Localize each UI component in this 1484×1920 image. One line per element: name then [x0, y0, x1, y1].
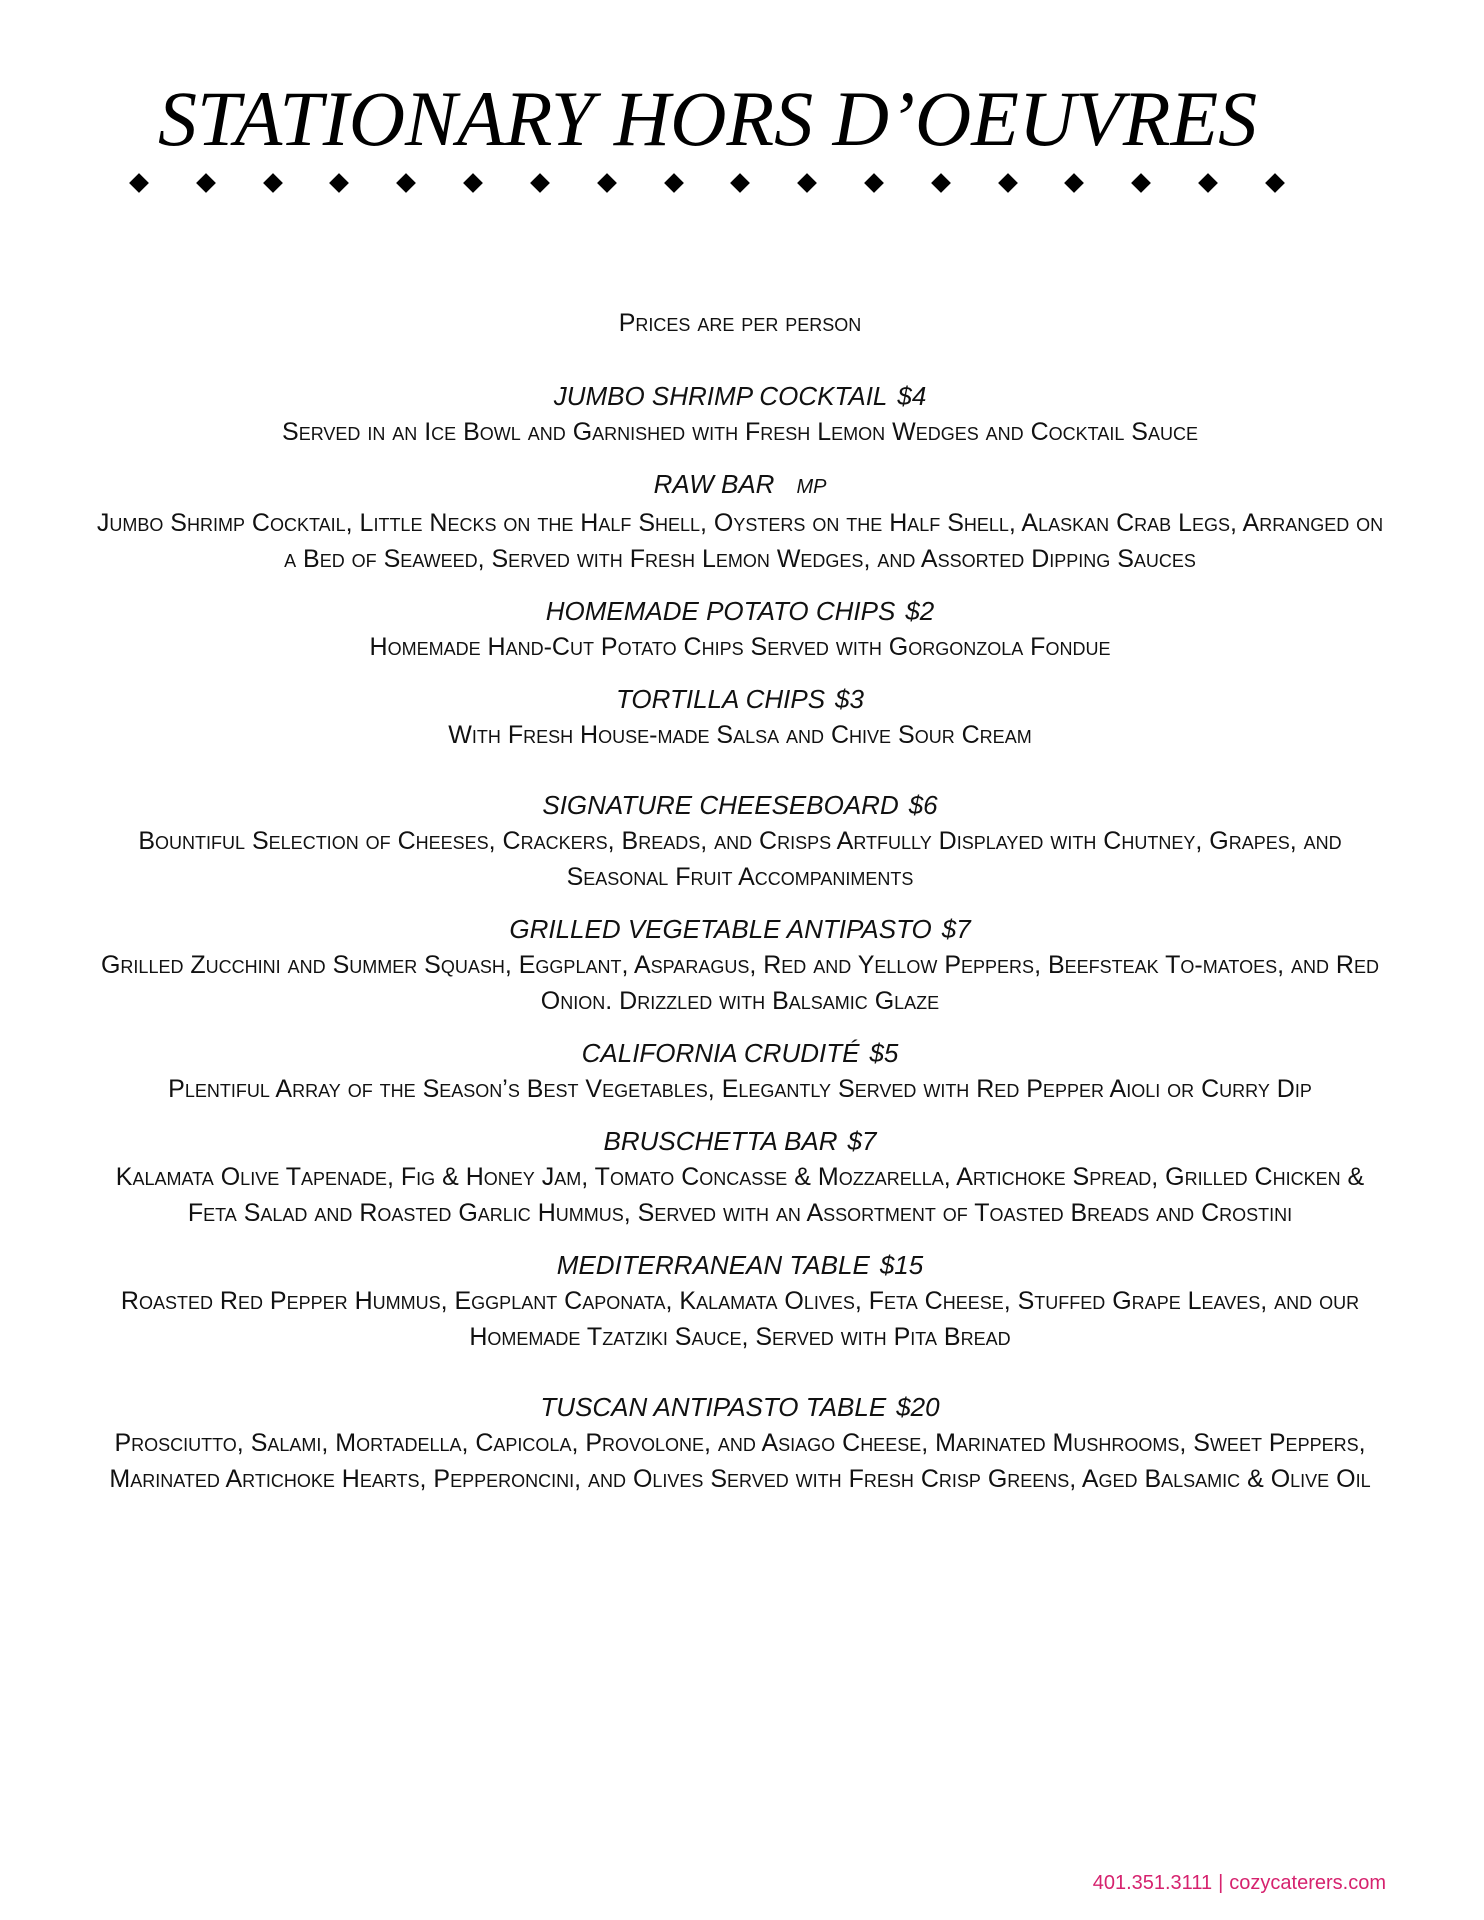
item-description: Jumbo Shrimp Cocktail, Little Necks on the Half Shell, Oysters on the Half Shell, Alaskan Crab Legs, Arranged on a Bed of Seaweed, Served with Fresh Lemon Wedges, and Assorted Dipping Sauces [96, 509, 1384, 573]
item-description: Kalamata Olive Tapenade, Fig & Honey Jam, Tomato Concasse & Mozzarella, Artichoke Spread, Grilled Chicken & Feta Salad and Roasted Garlic Hummus, Served with an Assortment of Toasted Breads and Crostini [115, 1163, 1365, 1227]
item-name: MEDITERRANEAN TABLE [556, 1250, 870, 1280]
footer-separator: | [1218, 1872, 1224, 1894]
item-price: $20 [896, 1392, 940, 1422]
menu-item-mediterranean-table [90, 1247, 1390, 1355]
diamond-icon [196, 173, 216, 193]
item-price: $7 [847, 1126, 877, 1156]
diamond-icon [1265, 173, 1285, 193]
menu-item-tuscan-antipasto-table [90, 1389, 1390, 1497]
diamond-icon [797, 173, 817, 193]
item-description: Served in an Ice Bowl and Garnished with Fresh Lemon Wedges and Cocktail Sauce [282, 418, 1198, 446]
phone-number[interactable]: 401.351.3111 [1092, 1872, 1213, 1894]
menu-item-homemade-potato-chips [90, 593, 1390, 665]
item-description: Plentiful Array of the Season’s Best Vegetables, Elegantly Served with Red Pepper Aioli or Curry Dip [168, 1075, 1312, 1103]
item-price: $7 [941, 914, 971, 944]
item-name: TORTILLA CHIPS [616, 684, 826, 714]
menu-item-bruschetta-bar [90, 1123, 1390, 1231]
diamond-icon [530, 173, 550, 193]
item-name: TUSCAN ANTIPASTO TABLE [540, 1392, 887, 1422]
item-description: With Fresh House-made Salsa and Chive Sour Cream [448, 721, 1032, 749]
item-description: Roasted Red Pepper Hummus, Eggplant Caponata, Kalamata Olives, Feta Cheese, Stuffed Grape Leaves, and our Homemade Tzatziki Sauce, Served with Pita Bread [120, 1287, 1360, 1351]
item-price: $6 [908, 790, 938, 820]
item-name: HOMEMADE POTATO CHIPS [545, 596, 896, 626]
item-name: JUMBO SHRIMP COCKTAIL [553, 381, 888, 411]
diamond-icon [1198, 173, 1218, 193]
diamond-icon [597, 173, 617, 193]
item-name: GRILLED VEGETABLE ANTIPASTO [509, 914, 932, 944]
item-price: $4 [897, 381, 927, 411]
diamond-icon [998, 173, 1018, 193]
item-price: $15 [879, 1250, 924, 1280]
item-name: RAW BAR [653, 469, 775, 499]
menu [90, 308, 1390, 1513]
diamond-icon [864, 173, 884, 193]
menu-item-california-crudite [90, 1035, 1390, 1107]
website-link[interactable]: cozycaterers.com [1229, 1872, 1386, 1894]
diamond-icon [664, 173, 684, 193]
menu-item-signature-cheeseboard [90, 787, 1390, 895]
menu-item-jumbo-shrimp-cocktail [90, 378, 1390, 450]
price-note: Prices are per person [618, 309, 862, 337]
diamond-icon [931, 173, 951, 193]
item-description: Bountiful Selection of Cheeses, Crackers, Breads, and Crisps Artfully Displayed with Chutney, Grapes, and Seasonal Fruit Accompaniments [138, 827, 1342, 891]
item-name: CALIFORNIA CRUDITÉ [581, 1038, 860, 1068]
diamond-icon [263, 173, 283, 193]
item-name: BRUSCHETTA BAR [603, 1126, 838, 1156]
diamond-icon [463, 173, 483, 193]
diamond-icon [330, 173, 350, 193]
diamond-icon [1131, 173, 1151, 193]
diamond-divider [132, 172, 1282, 194]
page-title: STATIONARY HORS D’OEUVRES [158, 75, 1258, 162]
menu-item-raw-bar [90, 466, 1390, 577]
item-price: MP [796, 476, 827, 498]
item-price: $5 [869, 1038, 899, 1068]
diamond-icon [129, 173, 149, 193]
item-description: Prosciutto, Salami, Mortadella, Capicola, Provolone, and Asiago Cheese, Marinated Mushrooms, Sweet Peppers, Marinated Artichoke Hearts, Pepperoncini, and Olives Served with Fresh Crisp Greens, Aged Balsamic & Olive Oil [109, 1429, 1371, 1493]
item-name: SIGNATURE CHEESEBOARD [542, 790, 899, 820]
contact-footer [1093, 1872, 1386, 1895]
diamond-icon [730, 173, 750, 193]
diamond-icon [1064, 173, 1084, 193]
item-price: $3 [835, 684, 864, 714]
diamond-icon [396, 173, 416, 193]
menu-item-tortilla-chips [90, 681, 1390, 753]
menu-item-grilled-vegetable-antipasto [90, 911, 1390, 1019]
item-price: $2 [905, 596, 935, 626]
item-description: Grilled Zucchini and Summer Squash, Eggplant, Asparagus, Red and Yellow Peppers, Beefsteak To-matoes, and Red Onion. Drizzled with Balsamic Glaze [100, 951, 1379, 1015]
item-description: Homemade Hand-Cut Potato Chips Served with Gorgonzola Fondue [369, 633, 1111, 661]
